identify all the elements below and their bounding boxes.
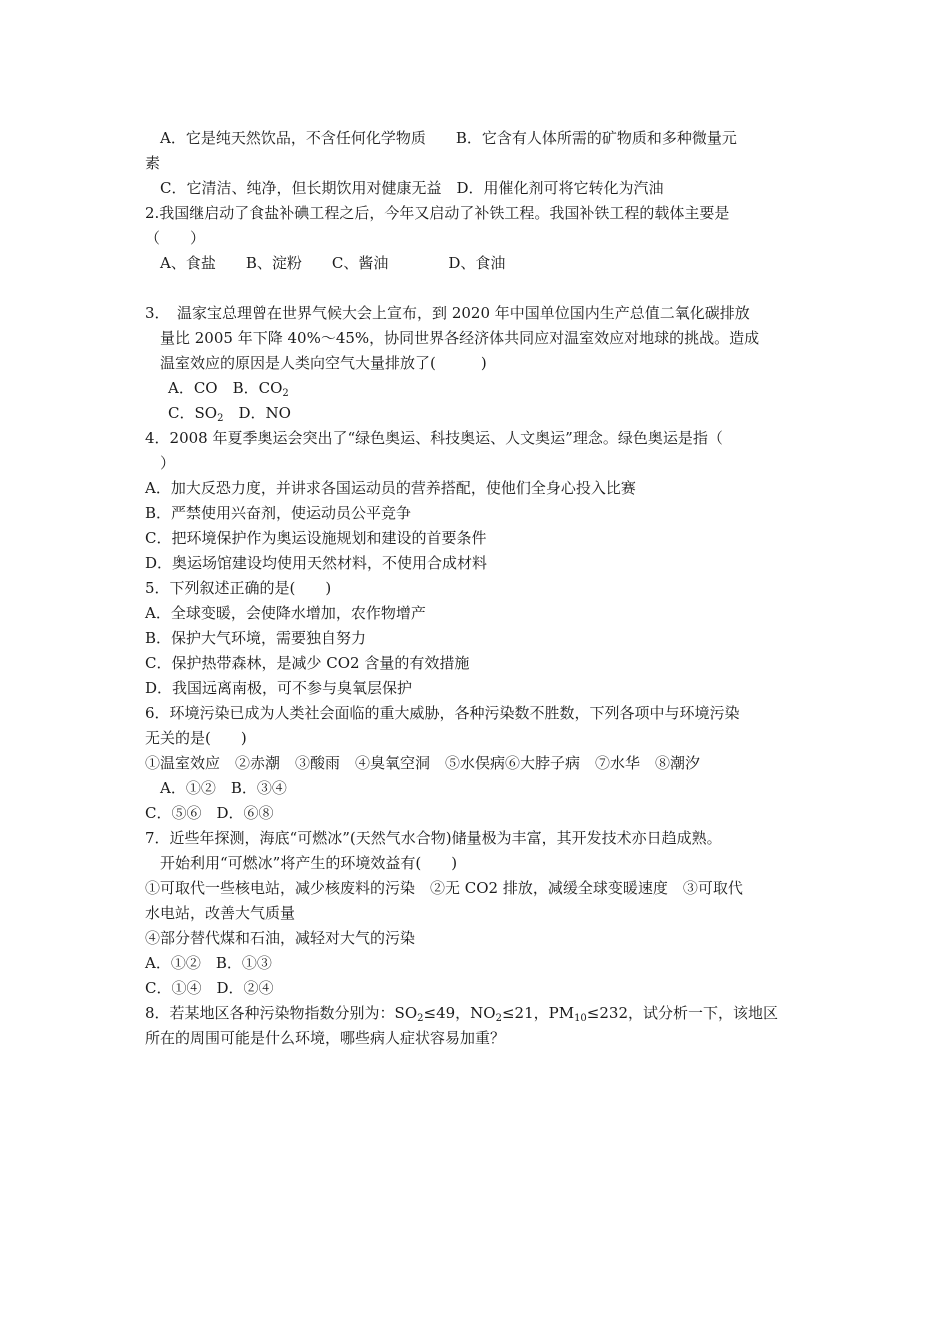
q7-stem-2: 开始利用“可燃冰”将产生的环境效益有( ) [160,854,458,872]
q3-options-ab: A．CO B．$CO_2$ [168,379,289,399]
q1-options-ab: A．它是纯天然饮品，不含任何化学物质 B．它含有人体所需的矿物质和多种微量元 [160,129,737,147]
q8-stem-2: 所在的周围可能是什么环境，哪些病人症状容易加重？ [145,1029,506,1047]
q6-items: ①温室效应 ②赤潮 ③酸雨 ④臭氧空洞 ⑤水俣病⑥大脖子病 ⑦水华 ⑧潮汐 [145,754,701,772]
q4-option-c: C．把环境保护作为奥运设施规划和建设的首要条件 [145,529,487,547]
q3-options-cd: C．$SO_2$ D．NO [168,404,291,424]
q7-items-2: 水电站，改善大气质量 [145,904,296,922]
q7-stem-1: 7．近些年探测，海底“可燃冰”(天然气水合物)储量极为丰富，其开发技术亦日趋成熟。 [145,829,722,847]
q1-options-cd: C．它清洁、纯净，但长期饮用对健康无益 D．用催化剂可将它转化为汽油 [160,179,664,197]
q7-options-cd: C．①④ D．②④ [145,979,274,997]
q8-stem-1: 8．若某地区各种污染物指数分别为：$SO_2\le 49$，$NO_2\le 21$，$PM_{10}\le 232$，试分析一下，该地区 [145,1004,778,1024]
q4-stem: 4．2008 年夏季奥运会突出了“绿色奥运、科技奥运、人文奥运”理念。绿色奥运是指（ [145,429,723,447]
q5-option-c: C．保护热带森林，是减少 CO2 含量的有效措施 [145,654,470,672]
q6-options-cd: C．⑤⑥ D．⑥⑧ [145,804,274,822]
q7-items-3: ④部分替代煤和石油，减轻对大气的污染 [145,929,416,947]
q3-stem-3: 温室效应的原因是人类向空气大量排放了( ) [160,354,487,372]
q2-stem: 2.我国继启动了食盐补碘工程之后，今年又启动了补铁工程。我国补铁工程的载体主要是 [145,204,730,222]
q3-stem-1: 3． 温家宝总理曾在世界气候大会上宣布，到 2020 年中国单位国内生产总值二氧化碳排放 [145,304,750,322]
q6-options-ab: A．①② B．③④ [160,779,287,797]
q6-stem-1: 6．环境污染已成为人类社会面临的重大威胁，各种污染数不胜数，下列各项中与环境污染 [145,704,740,722]
q6-stem-2: 无关的是( ) [145,729,247,747]
q5-option-d: D．我国远离南极，可不参与臭氧层保护 [145,679,413,697]
q2-blank: （ ） [145,229,206,247]
q1-options-ab-cont: 素 [145,154,161,172]
q2-options: A、食盐 B、淀粉 C、酱油 D、食油 [160,254,506,272]
q4-option-d: D．奥运场馆建设均使用天然材料，不使用合成材料 [145,554,488,572]
q5-option-b: B．保护大气环境，需要独自努力 [145,629,367,647]
q4-blank: ） [160,454,176,472]
q5-option-a: A．全球变暖，会使降水增加，农作物增产 [145,604,426,622]
q7-options-ab: A．①② B．①③ [145,954,272,972]
q7-items-1: ①可取代一些核电站，减少核废料的污染 ②无 CO2 排放，减缓全球变暖速度 ③可取代 [145,879,743,897]
q4-option-b: B．严禁使用兴奋剂，使运动员公平竞争 [145,504,412,522]
q5-stem: 5．下列叙述正确的是( ) [145,579,332,597]
q3-stem-2: 量比 2005 年下降 40%～45%，协同世界各经济体共同应对温室效应对地球的挑战。造成 [160,329,760,347]
q4-option-a: A．加大反恐力度，并讲求各国运动员的营养搭配，使他们全身心投入比赛 [145,479,636,497]
